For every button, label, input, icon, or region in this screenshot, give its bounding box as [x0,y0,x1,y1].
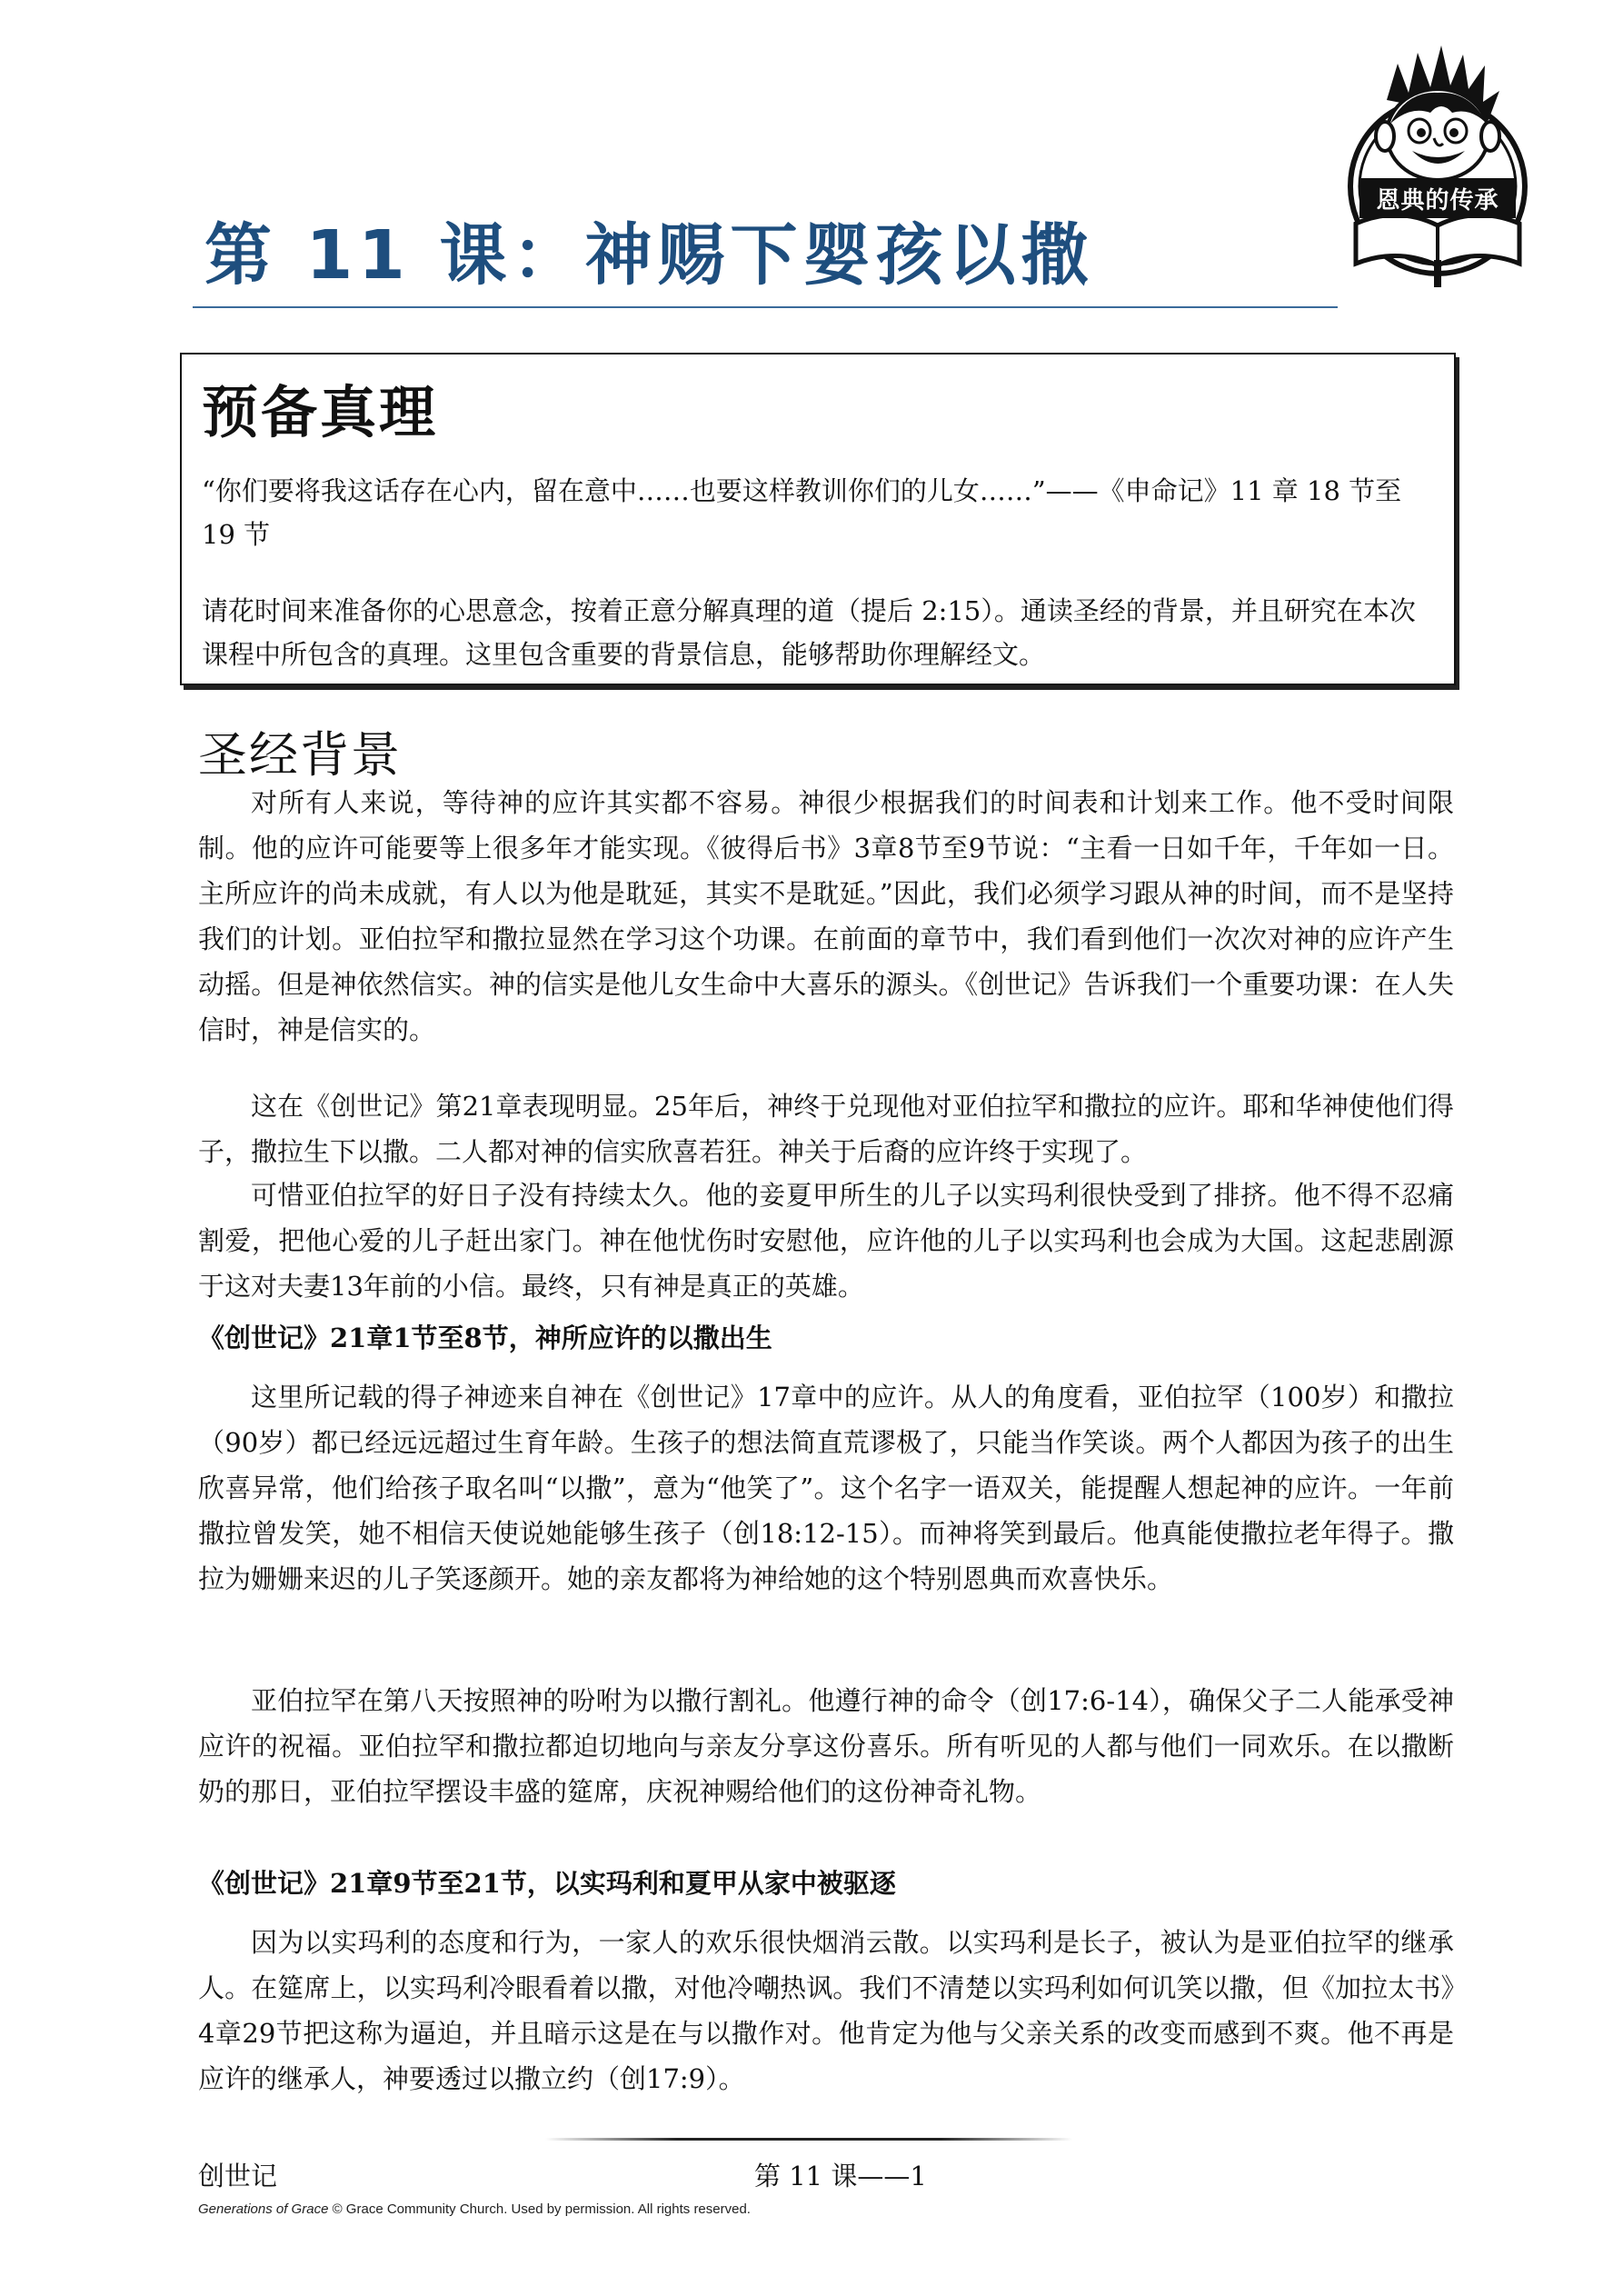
section-heading: 圣经背景 [198,726,402,784]
copyright-notice [198,2201,751,2217]
boy-reading-bible-icon [1343,36,1532,291]
prep-truth-box [180,353,1456,685]
paragraph: 对所有人来说，等待神的应许其实都不容易。神很少根据我们的时间表和计划来工作。他不受时间限制。他的应许可能要等上很多年才能实现。《彼得后书》3章8节至9节说：“主看一日如千年，千年如一日。主所应许的尚未成就，有人以为他是耽延，其实不是耽延。”因此，我们必须学习跟从神的时间，而不是坚持我们的计划。亚伯拉罕和撒拉显然在学习这个功课。在前面的章节中，我们看到他们一次次对神的应许产生动摇。但是神依然信实。神的信实是他儿女生命中大喜乐的源头。《创世记》告诉我们一个重要功课：在人失信时，神是信实的。 [198,787,1454,1045]
logo-text: 恩典的传承 [1376,187,1499,215]
footer-page-number: 第 11 课——1 [754,2161,927,2191]
paragraph: 这里所记载的得子神迹来自神在《创世记》17章中的应许。从人的角度看，亚伯拉罕（100岁）和撒拉（90岁）都已经远远超过生育年龄。生孩子的想法简直荒谬极了，只能当作笑谈。两个人都因为孩子的出生欣喜异常，他们给孩子取名叫“以撒”，意为“他笑了”。这个名字一语双关，能提醒人想起神的应许。一年前撒拉曾发笑，她不相信天使说她能够生孩子（创18:12-15）。而神将笑到最后。他真能使撒拉老年得子。撒拉为姗姗来迟的儿子笑逐颜开。她的亲友都将为神给她的这个特别恩典而欢喜快乐。 [198,1382,1454,1594]
copyright-text: © Grace Community Church. Used by permission. All rights reserved. [328,2201,751,2217]
paragraph: 可惜亚伯拉罕的好日子没有持续太久。他的妾夏甲所生的儿子以实玛利很快受到了排挤。他不得不忍痛割爱，把他心爱的儿子赶出家门。神在他忧伤时安慰他，应许他的儿子以实玛利也会成为大国。这起悲剧源于这对夫妻13年前的小信。最终，只有神是真正的英雄。 [198,1180,1454,1302]
paragraph: 亚伯拉罕在第八天按照神的吩咐为以撒行割礼。他遵行神的命令（创17:6-14），确保父子二人能承受神应许的祝福。亚伯拉罕和撒拉都迫切地向与亲友分享这份喜乐。所有听见的人都与他们一同欢乐。在以撒断奶的那日，亚伯拉罕摆设丰盛的筵席，庆祝神赐给他们的这份神奇礼物。 [198,1685,1454,1807]
prep-heading: 预备真理 [202,379,439,445]
paragraph: 因为以实玛利的态度和行为，一家人的欢乐很快烟消云散。以实玛利是长子，被认为是亚伯拉罕的继承人。在筵席上，以实玛利冷眼看着以撒，对他冷嘲热讽。我们不清楚以实玛利如何讥笑以撒，但《加拉太书》4章29节把这称为逼迫，并且暗示这是在与以撒作对。他肯定为他与父亲关系的改变而感到不爽。他不再是应许的继承人，神要透过以撒立约（创17:9）。 [198,1927,1454,2094]
lesson-title: 第 11 课：神赐下婴孩以撒 [204,216,1094,294]
subheading: 《创世记》21章1节至8节，神所应许的以撒出生 [198,1323,772,1353]
generations-of-grace-logo [1343,36,1532,291]
footer-book-name: 创世记 [198,2161,278,2191]
prep-text: 请花时间来准备你的心思意念，按着正意分解真理的道（提后 2:15）。通读圣经的背景，并且研究在本次课程中所包含的真理。这里包含重要的背景信息，能够帮助你理解经文。 [202,595,1416,670]
subheading: 《创世记》21章9节至21节，以实玛利和夏甲从家中被驱逐 [198,1868,896,1899]
prep-quote: “你们要将我这话存在心内，留在意中……也要这样教训你们的儿女……”——《申命记》11 章 18 节至 19 节 [202,475,1402,550]
paragraph: 这在《创世记》第21章表现明显。25年后，神终于兑现他对亚伯拉罕和撒拉的应许。耶和华神使他们得子，撒拉生下以撒。二人都对神的信实欣喜若狂。神关于后裔的应许终于实现了。 [198,1091,1454,1167]
footer-divider [545,2138,1072,2141]
copyright-title: Generations of Grace [198,2201,329,2217]
title-divider [193,306,1338,308]
